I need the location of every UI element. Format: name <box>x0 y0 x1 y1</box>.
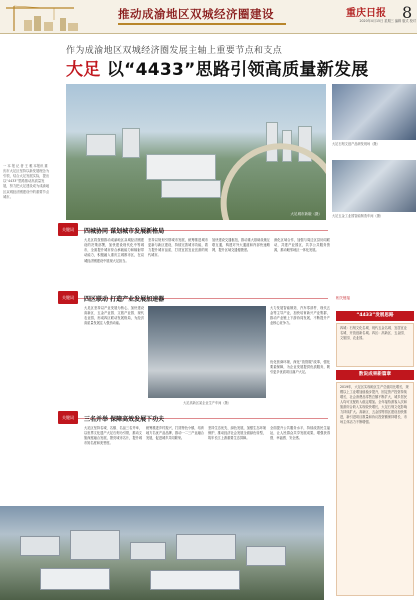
sidebar-box-text: 四城：石刻文化名城、现代五金名城、宜居宜业名城、开放创新名城。四区：高新区、五金园、文旅园、农业园。 <box>336 323 414 367</box>
article-column: 大足区坚持以产业发展为核心，加快建设高新区、五金产业园、文旅产业园、现代农业园，形成四区联动发展格局，为经济高质量发展注入强劲动能。 <box>84 306 144 326</box>
article-column: 坚持以规划引领城市发展，统筹推进城市更新与新区建设，持续完善城市功能，着力提升城市品质，打造宜居宜业宜游的现代城市。 <box>148 238 208 258</box>
headline-place: 大足 <box>66 60 101 80</box>
banner-underline <box>118 23 286 25</box>
article-column: 大足区将按照推动成渝地区双城经济圈建设的决策部署，加快建设现代化中等城市，全面提升城市综合承载能力和辐射带动能力，积极融入重庆主城都市区，在双城经济圈建设中展现大足担当。 <box>84 238 144 263</box>
section-title: 三名并举 保障高效发展下功夫 <box>84 416 165 423</box>
sidebar-box-title: “4433”发展思路 <box>336 311 414 321</box>
aerial-photo <box>0 506 324 600</box>
article-column: 全面提升公共服务水平，持续改善民生福祉，让人民群众共享发展成果，增强获得感、幸福感、安全感。 <box>270 426 330 441</box>
edition-info: 2020年4月15日 星期三 编辑 版式 校对 <box>359 19 416 23</box>
article-column: 加快建设交通枢纽，推动重大基础设施互联互通，构建对外大通道和内部快速路网，提升区域交通便捷度。 <box>212 238 270 253</box>
article-column: 坚持生态优先、绿色发展，加强生态环境保护，推动经济社会发展全面绿色转型，筑牢长江上游重要生态屏障。 <box>208 426 266 441</box>
related-links-label: 相关链接 <box>336 296 350 300</box>
banner-title: 推动成渝地区双城经济圈建设 <box>118 7 274 21</box>
article-column: 深化区域合作，加强与周边区县协同联动，共建产业园区，共享公共服务资源，推动毗邻地区一体化发展。 <box>274 238 330 253</box>
section-badge: 关键词 <box>58 223 78 236</box>
hero-caption: 大足城市新貌（摄） <box>290 212 322 216</box>
side-photo-2-caption: 大足五金工业园智能制造车间（摄） <box>332 214 383 218</box>
side-photo-factory <box>332 160 416 212</box>
section-title: 四城协同 谋划城市发展新格局 <box>84 228 165 235</box>
factory-photo-caption: 大足高新区某企业生产车间（摄） <box>183 401 231 405</box>
hero-photo <box>66 84 326 220</box>
crane-illustration-icon <box>4 2 90 32</box>
side-photo-1-caption: 大足石刻文创产品研发现场（摄） <box>332 142 380 146</box>
article-column: 统筹推进乡村振兴，打造特色小镇，培育地方名优产品品牌，推动一二三产业融合发展，促进城乡共同繁荣。 <box>146 426 204 441</box>
article-column: 大足区坚持名城、名镇、名品三名并举，以世界文化遗产大足石刻为引领，推动文旅深度融合发展，擦亮城市名片，提升城市知名度和美誉度。 <box>84 426 142 446</box>
main-headline <box>66 55 369 80</box>
article-column: 大力发展智能制造、汽车零部件、现代五金等主导产业，加快培育新兴产业集群，推动产业链上下游协同发展，不断提升产业核心竞争力。 <box>270 306 330 326</box>
article-column: 优化营商环境，深化“放管服”改革，强化要素保障，为企业发展提供优质服务，吸引更多优质项目落户大足。 <box>270 360 330 375</box>
sidebar-box-text: 2019年，大足区实现地区生产总值同比增长，规模以上工业增加值稳步提升，固定资产投资持续增长，社会消费品零售总额不断扩大，城乡居民人均可支配收入稳定增加。全年接待游客人次和旅游综合收入实现较快增长，大足石刻文化影响力持续扩大。高新区、五金园等园区建设加快推进，新引进项目数量和协议投资额保持增长，市场主体活力不断增强。 <box>336 382 414 596</box>
section-title: 四区联动 打造产业发展加速器 <box>84 296 165 303</box>
page-number: 8 <box>402 3 413 22</box>
subheadline: 作为成渝地区双城经济圈发展主轴上重要节点和支点 <box>66 46 283 56</box>
section-badge: 关键词 <box>58 291 78 304</box>
newspaper-logo: 重庆日报 <box>346 8 386 19</box>
side-photo-lab <box>332 84 416 140</box>
section-badge: 关键词 <box>58 411 78 424</box>
factory-photo <box>148 306 266 398</box>
side-column-text: 一 本 报 记 者 王 雅 本报讯 重庆市大足区坚持以新发展理念为引领，结合大足发展实际，提出以“4433”思路推动高质量发展，努力把大足建设成为成渝地区双城经济圈建设中的重要节点城市。 <box>3 164 50 199</box>
page-header <box>0 0 417 34</box>
headline-text: 以“4433”思路引领高质量新发展 <box>106 60 369 80</box>
sidebar-box-title: 数说成果新篇章 <box>336 370 414 380</box>
